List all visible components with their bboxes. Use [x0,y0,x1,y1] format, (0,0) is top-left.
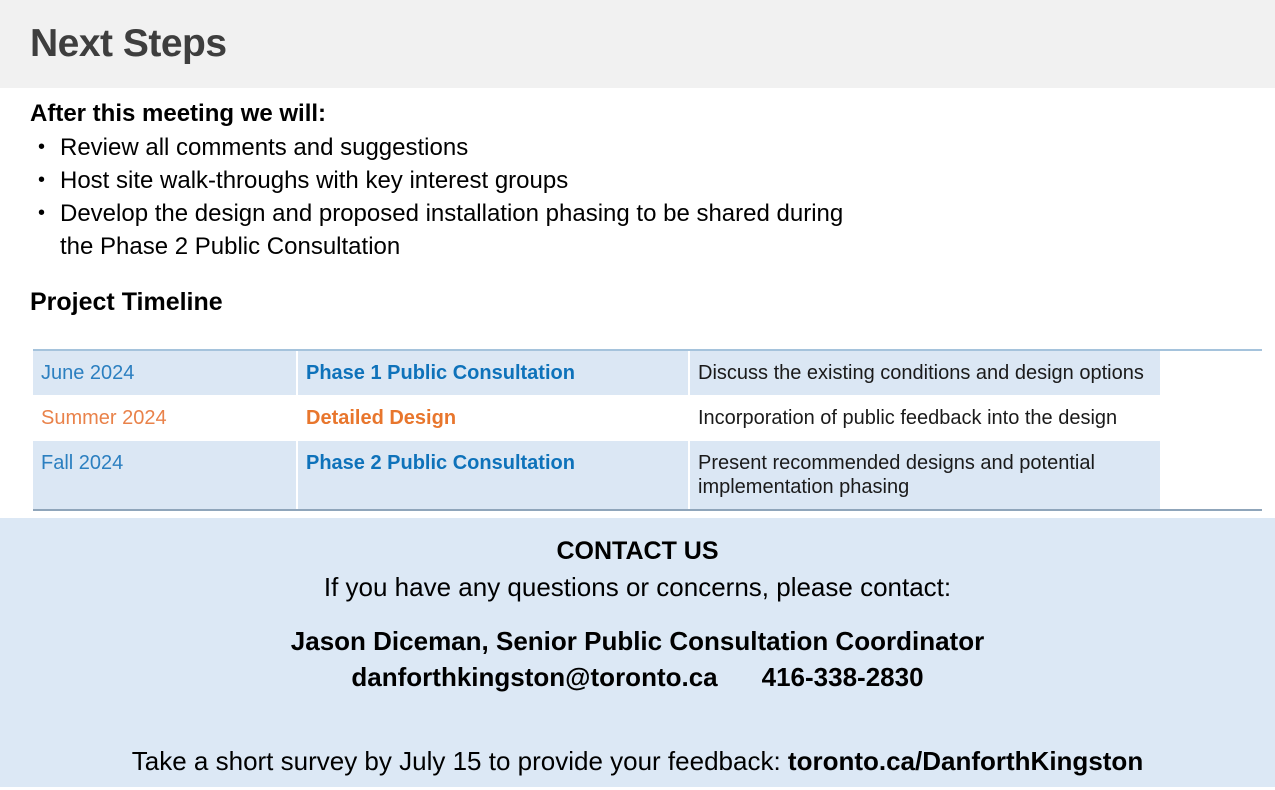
timeline-phase: Phase 1 Public Consultation [298,351,688,395]
bullet-icon: • [38,136,46,158]
slide-header [0,0,1275,88]
contact-person: Jason Diceman, Senior Public Consultation Coordinator [290,626,985,656]
intro-heading: After this meeting we will: [30,100,327,127]
contact-channels [0,659,1275,696]
bullet-list [30,131,1245,263]
intro-section [0,88,1275,263]
timeline-table [33,349,1262,511]
survey-url: toronto.ca/DanforthKingston [787,746,1144,776]
bullet-icon: • [38,169,46,191]
bullet-text: Review all comments and suggestions [60,134,469,161]
timeline-description: Present recommended designs and potential implementation phasing [690,441,1160,509]
list-item [30,197,1245,263]
contact-section [0,518,1275,790]
survey-line [0,744,1275,778]
contact-heading: CONTACT US [556,537,719,565]
list-item [30,164,1245,197]
bullet-text: Host site walk-throughs with key interest groups [60,167,569,194]
bullet-icon: • [38,202,46,224]
table-row [33,396,1262,440]
survey-text: Take a short survey by July 15 to provide your feedback: [131,746,788,776]
contact-subheading: If you have any questions or concerns, please contact: [323,572,952,602]
contact-email: danforthkingston@toronto.ca [351,662,718,692]
timeline-date: June 2024 [33,351,296,395]
timeline-description: Discuss the existing conditions and design options [690,351,1160,395]
bullet-text: Develop the design and proposed installation phasing to be shared during the Phase 2 Public Consultation [60,200,844,260]
table-row [33,351,1262,395]
contact-phone: 416-338-2830 [761,662,924,692]
list-item [30,131,1245,164]
timeline-phase: Phase 2 Public Consultation [298,441,688,509]
timeline-date: Fall 2024 [33,441,296,509]
timeline-phase: Detailed Design [298,396,688,440]
timeline-heading: Project Timeline [30,288,223,316]
table-row [33,441,1262,509]
timeline-date: Summer 2024 [33,396,296,440]
timeline-description: Incorporation of public feedback into the design [690,396,1160,440]
page-title: Next Steps [30,22,227,65]
